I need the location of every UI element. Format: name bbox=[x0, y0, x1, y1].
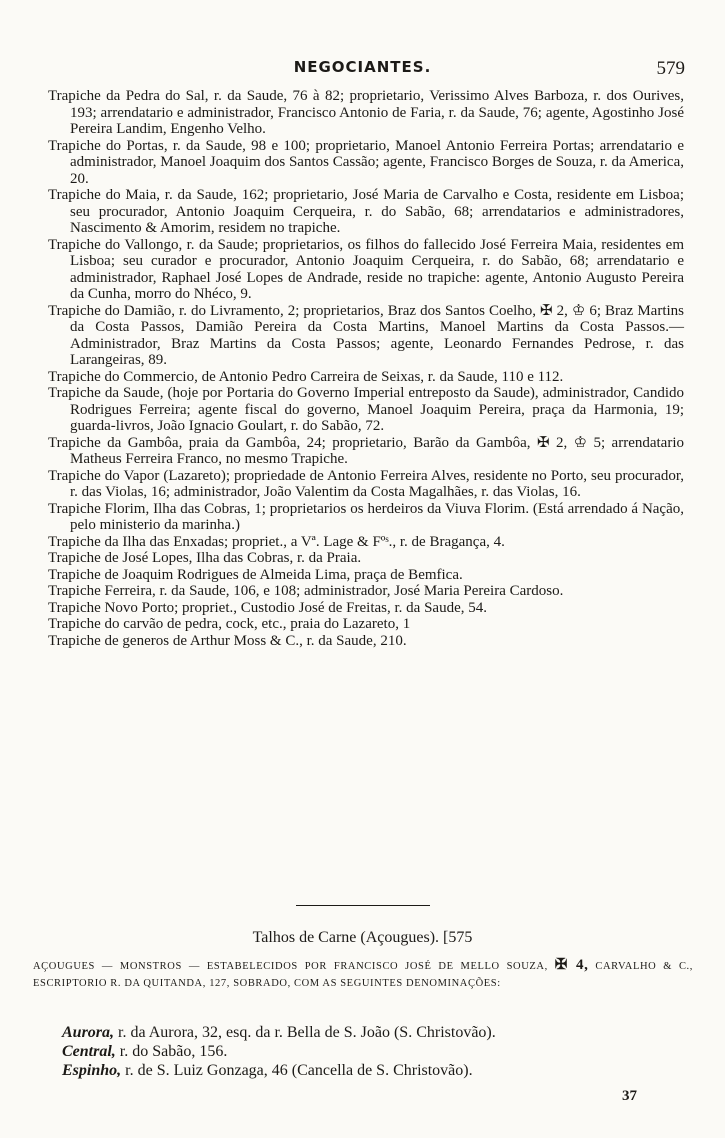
running-title: NEGOCIANTES. bbox=[293, 58, 432, 76]
list-entry: Trapiche Florim, Ilha das Cobras, 1; proprietarios os herdeiros da Viuva Florim. (Está arrendado á Nação, pelo ministerio da marinha.) bbox=[48, 500, 684, 533]
list-entry: Trapiche do Damião, r. do Livramento, 2; proprietarios, Braz dos Santos Coelho, ✠ 2, ♔ 6; Braz Martins da Costa Passos, Damião Pereira da Costa Martins, Manoel Martins da Costa Passos.— Administrador, Braz Martins da Costa Passos; agente, Leonardo Fernandes Pedrose, r. das Larangeiras, 89. bbox=[48, 302, 684, 368]
list-entry: Trapiche do Maia, r. da Saude, 162; proprietario, José Maria de Carvalho e Costa, residente em Lisboa; seu procurador, Antonio Joaquim Cerqueira, r. do Sabão, 68; arrendatarios e administradores, Nascimento & Amorim, residem no trapiche. bbox=[48, 187, 684, 236]
list-entry: Trapiche do Commercio, de Antonio Pedro Carreira de Seixas, r. da Saude, 110 e 112. bbox=[48, 368, 564, 385]
list-entry: Trapiche Ferreira, r. da Saude, 106, e 108; administrador, José Maria Pereira Cardoso. bbox=[48, 583, 564, 599]
list-entry: Trapiche de Joaquim Rodrigues de Almeida Lima, praça de Bemfica. bbox=[48, 566, 463, 583]
list-entry: Trapiche do carvão de pedra, cock, etc., praia do Lazareto, 1 bbox=[48, 616, 411, 632]
acougue-list bbox=[62, 1023, 682, 1080]
page-header bbox=[0, 58, 725, 82]
shop-name: Espinho, bbox=[62, 1062, 122, 1079]
list-item bbox=[62, 1042, 682, 1061]
list-entry: Trapiche da Ilha das Enxadas; propriet., a Vª. Lage & Fºˢ., r. de Bragança, 4. bbox=[48, 533, 505, 550]
shop-address: r. da Aurora, 32, esq. da r. Bella de S. João (S. Christovão). bbox=[118, 1024, 496, 1041]
shop-address: r. de S. Luiz Gonzaga, 46 (Cancella de S. Christovão). bbox=[125, 1062, 473, 1079]
section-divider bbox=[296, 905, 430, 906]
signature-mark: 37 bbox=[622, 1088, 637, 1104]
trapiche-list bbox=[48, 88, 684, 649]
list-entry: Trapiche Novo Porto; propriet., Custodio José de Freitas, r. da Saude, 54. bbox=[48, 599, 487, 616]
intro-text-1: AÇOUGUES — MONSTROS — ESTABELECIDOS POR FRANCISCO JOSÉ DE MELLO SOUZA, bbox=[33, 961, 548, 972]
list-entry: Trapiche da Pedra do Sal, r. da Saude, 76 à 82; proprietario, Verissimo Alves Barboza, r. dos Ourives, 193; arrendatario e administrador, Francisco Antonio de Faria, r. da Saude, 76; agente, Agostinho José Pereira Landim, Engenho Velho. bbox=[48, 88, 684, 137]
page-number: 579 bbox=[656, 58, 685, 79]
section-count: [575 bbox=[443, 929, 473, 946]
section-intro bbox=[33, 957, 693, 992]
list-entry: Trapiche do Vallongo, r. da Saude; proprietarios, os filhos do fallecido José Ferreira Maia, residentes em Lisboa; seu curador e procurador, Antonio Joaquim Cerqueira, r. do Sabão, 68; arrendatario e administrador, Raphael José Lopes de Andrade, reside no trapiche: agente, Antonio Augusto Pereira da Cunha, morro do Nhéco, 9. bbox=[48, 236, 684, 302]
section-heading bbox=[0, 929, 725, 947]
intro-decoration-symbol: ✠ 4, bbox=[554, 957, 589, 973]
intro-text-2: CARVALHO & C., ESCRIPTORIO R. DA QUITANDA, 127, SOBRADO, COM AS SEGUINTES DENOMINAÇÕES: bbox=[33, 961, 694, 989]
list-entry: Trapiche de José Lopes, Ilha das Cobras, r. da Praia. bbox=[48, 550, 362, 566]
list-entry: Trapiche da Saude, (hoje por Portaria do Governo Imperial entreposto da Saude), administrador, Candido Rodrigues Ferreira; agente fiscal do governo, Manoel Joaquim Pereira, praça da Harmonia, 19; guarda-livros, João Ignacio Goulart, r. do Sabão, 72. bbox=[48, 385, 684, 434]
shop-name: Central, bbox=[62, 1043, 116, 1060]
list-entry: Trapiche de generos de Arthur Moss & C., r. da Saude, 210. bbox=[48, 632, 407, 649]
list-entry: Trapiche do Vapor (Lazareto); propriedade de Antonio Ferreira Alves, residente no Porto, seu procurador, r. das Violas, 16; administrador, João Valentim da Costa Magalhães, r. das Violas, 16. bbox=[48, 467, 684, 500]
shop-address: r. do Sabão, 156. bbox=[119, 1043, 228, 1060]
list-item bbox=[62, 1023, 682, 1042]
list-item bbox=[62, 1061, 682, 1080]
list-entry: Trapiche do Portas, r. da Saude, 98 e 100; proprietario, Manoel Antonio Ferreira Portas; arrendatario e administrador, Manoel Joaquim dos Santos Cassão; agente, Francisco Borges de Souza, r. da America, 20. bbox=[48, 137, 684, 187]
section-title-text: Talhos de Carne (Açougues). bbox=[252, 929, 440, 946]
shop-name: Aurora, bbox=[62, 1024, 115, 1041]
list-entry: Trapiche da Gambôa, praia da Gambôa, 24; proprietario, Barão da Gambôa, ✠ 2, ♔ 5; arrendatario Matheus Ferreira Franco, no mesmo Trapiche. bbox=[48, 434, 684, 467]
